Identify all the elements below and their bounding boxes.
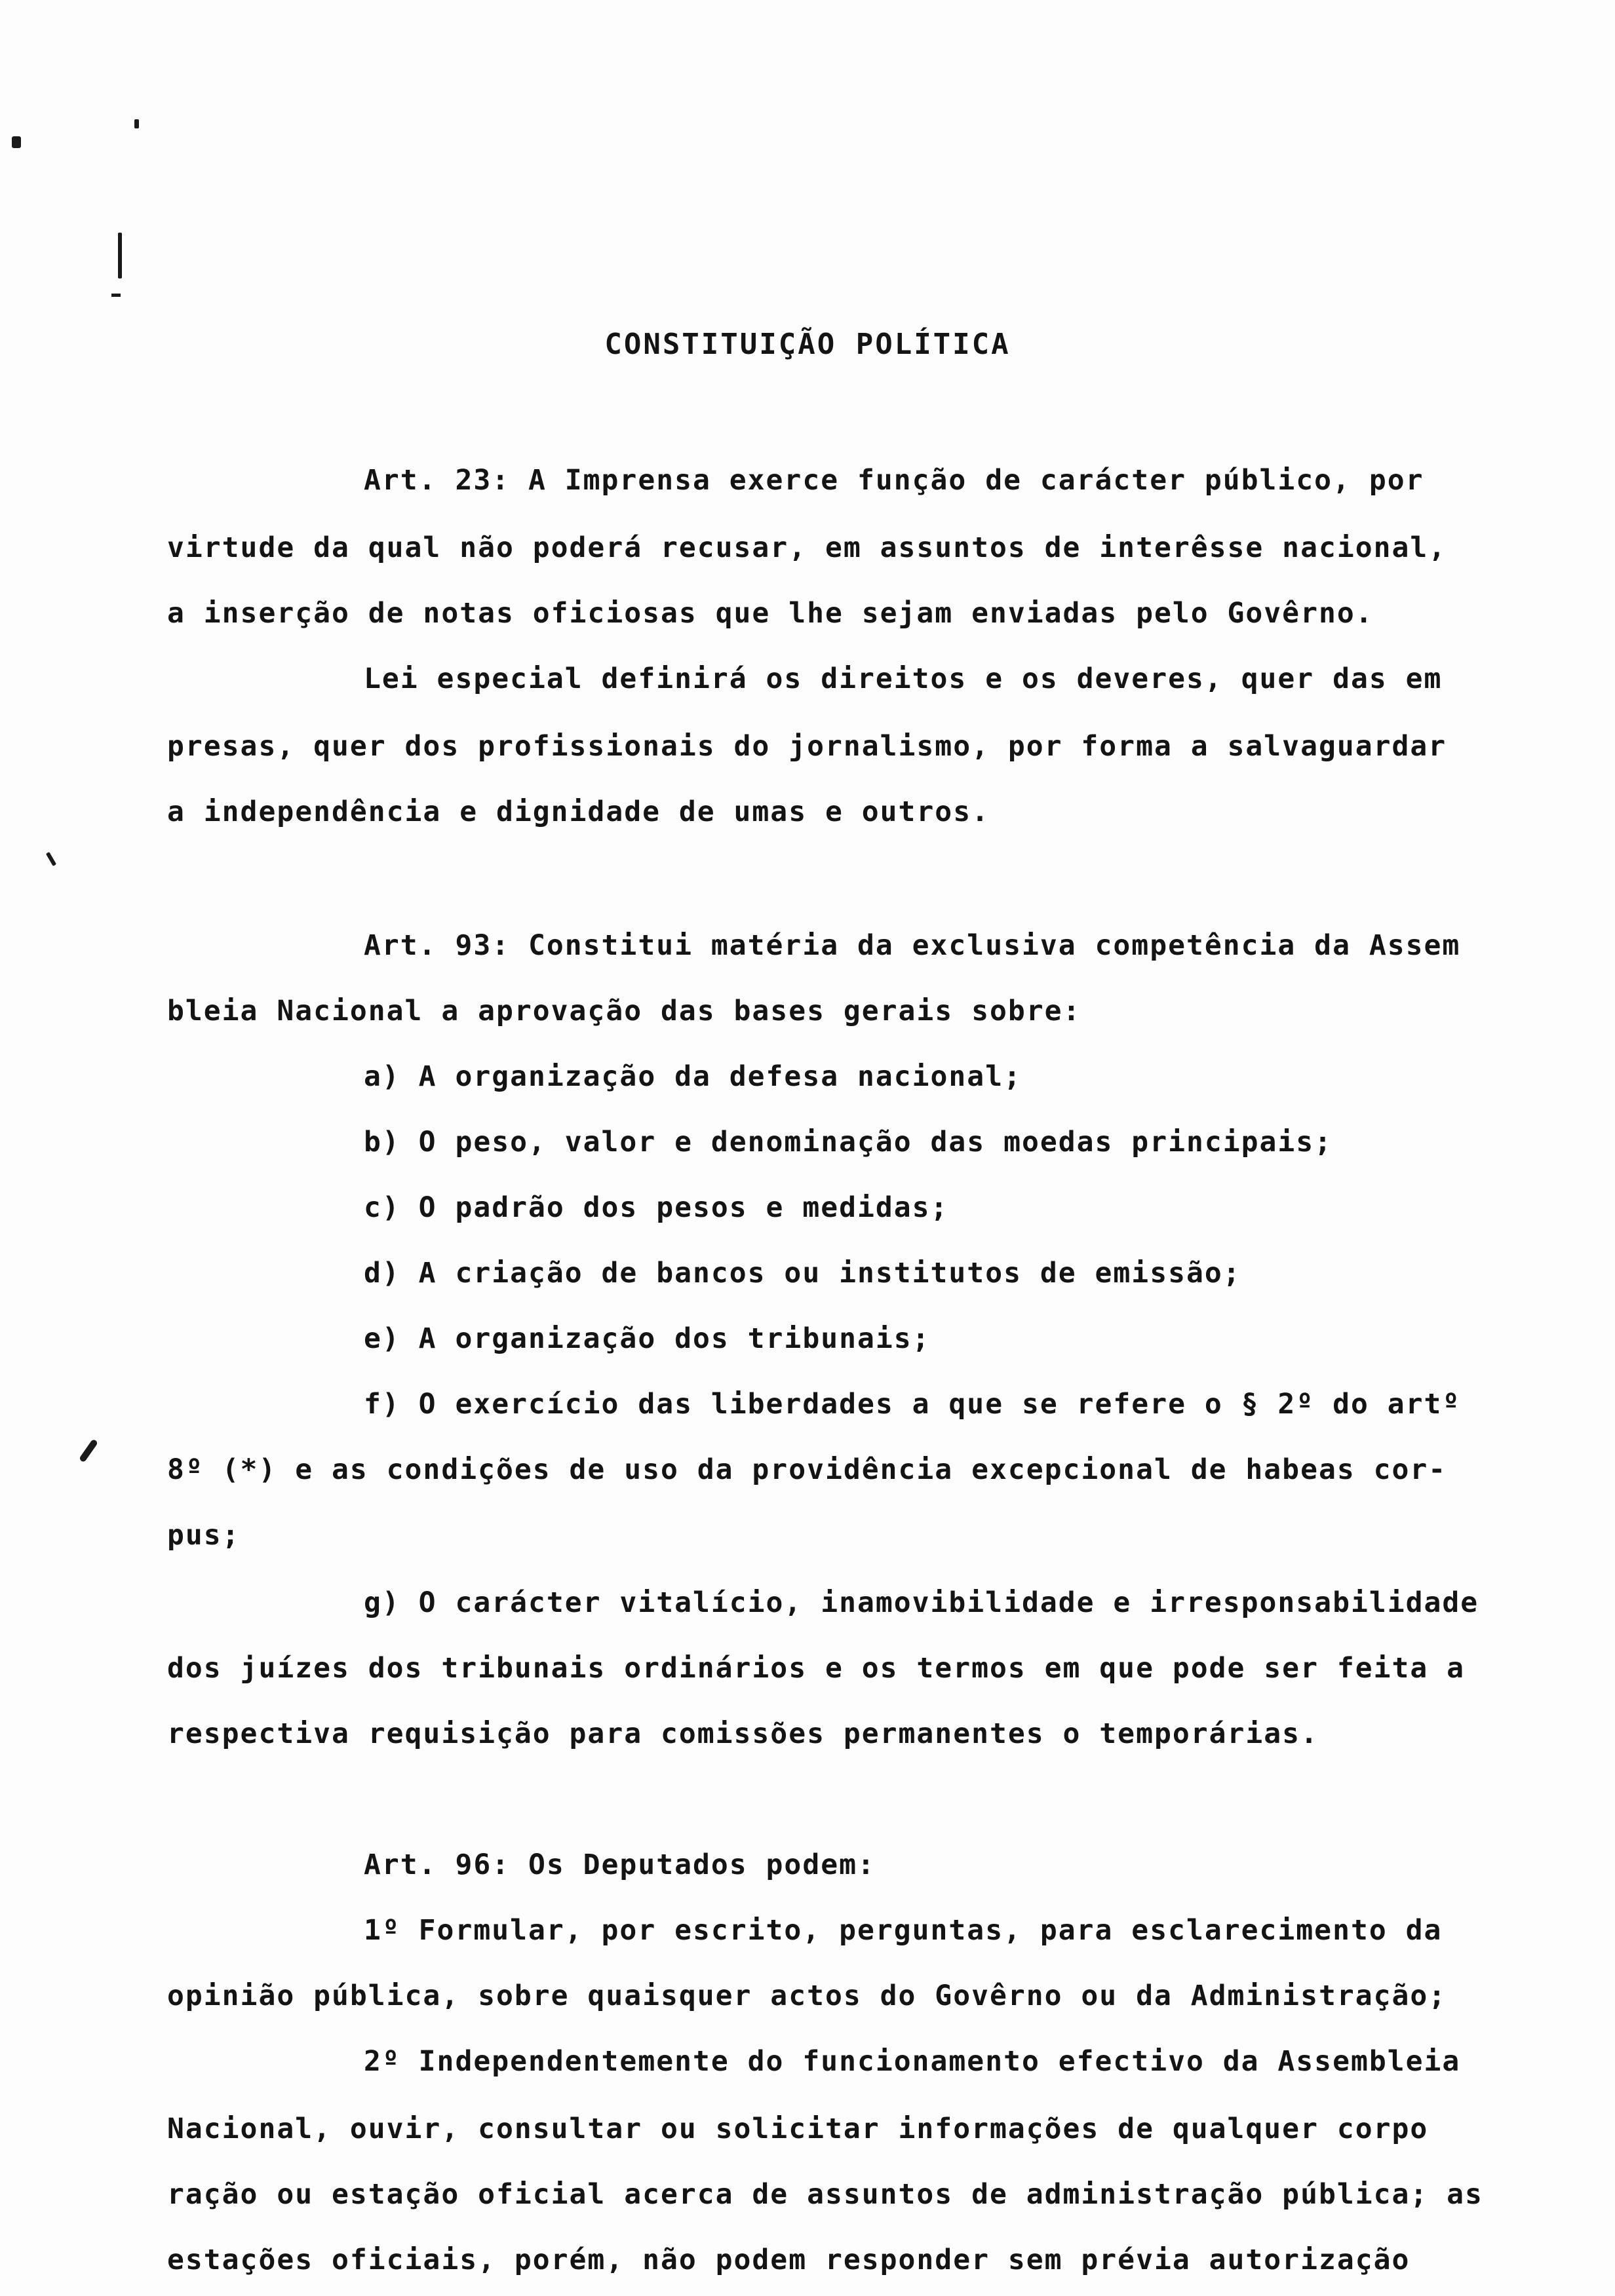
text-line: bleia Nacional a aprovação das bases gerais sobre: <box>167 995 1081 1027</box>
text-line: dos juízes dos tribunais ordinários e os termos em que pode ser feita a <box>167 1652 1466 1685</box>
scan-mark <box>12 136 21 148</box>
scan-mark <box>79 1439 98 1463</box>
scan-mark <box>134 119 139 128</box>
text-line: Nacional, ouvir, consultar ou solicitar informações de qualquer corpo <box>167 2113 1429 2145</box>
text-line: virtude da qual não poderá recusar, em assuntos de interêsse nacional, <box>167 531 1447 564</box>
text-line: b) O peso, valor e denominação das moedas principais; <box>364 1126 1333 1158</box>
text-line: f) O exercício das liberdades a que se refere o § 2º do artº <box>364 1388 1461 1421</box>
text-line: c) O padrão dos pesos e medidas; <box>364 1191 949 1224</box>
text-line: opinião pública, sobre quaisquer actos do Govêrno ou da Administração; <box>167 1980 1447 2012</box>
text-line: Art. 93: Constitui matéria da exclusiva competência da Assem <box>364 929 1461 962</box>
text-line: presas, quer dos profissionais do jornalismo, por forma a salvaguardar <box>167 730 1447 763</box>
scan-mark <box>111 294 121 297</box>
text-line: a independência e dignidade de umas e outros. <box>167 795 990 828</box>
text-line: a) A organização da defesa nacional; <box>364 1060 1022 1093</box>
text-line: a inserção de notas oficiosas que lhe sejam enviadas pelo Govêrno. <box>167 597 1374 630</box>
text-line: Art. 96: Os Deputados podem: <box>364 1848 876 1881</box>
text-line: e) A organização dos tribunais; <box>364 1322 931 1355</box>
text-line: pus; <box>167 1519 241 1552</box>
text-line: 1º Formular, por escrito, perguntas, para esclarecimento da <box>364 1914 1443 1947</box>
scan-mark <box>118 233 122 278</box>
scan-mark <box>46 852 56 866</box>
text-line: 2º Independentemente do funcionamento efectivo da Assembleia <box>364 2045 1461 2078</box>
text-line: 8º (*) e as condições de uso da providência excepcional de habeas cor- <box>167 1453 1447 1486</box>
text-line: Lei especial definirá os direitos e os deveres, quer das em <box>364 662 1443 695</box>
text-line: ração ou estação oficial acerca de assuntos de administração pública; as <box>167 2178 1483 2211</box>
text-line: d) A criação de bancos ou institutos de emissão; <box>364 1257 1241 1290</box>
text-line: estações oficiais, porém, não podem responder sem prévia autorização <box>167 2244 1411 2276</box>
text-line: g) O carácter vitalício, inamovibilidade e irresponsabilidade <box>364 1586 1479 1619</box>
text-line: respectiva requisição para comissões permanentes o temporárias. <box>167 1717 1319 1750</box>
text-line: Art. 23: A Imprensa exerce função de carácter público, por <box>364 464 1424 497</box>
document-title: CONSTITUIÇÃO POLÍTICA <box>604 328 1011 361</box>
